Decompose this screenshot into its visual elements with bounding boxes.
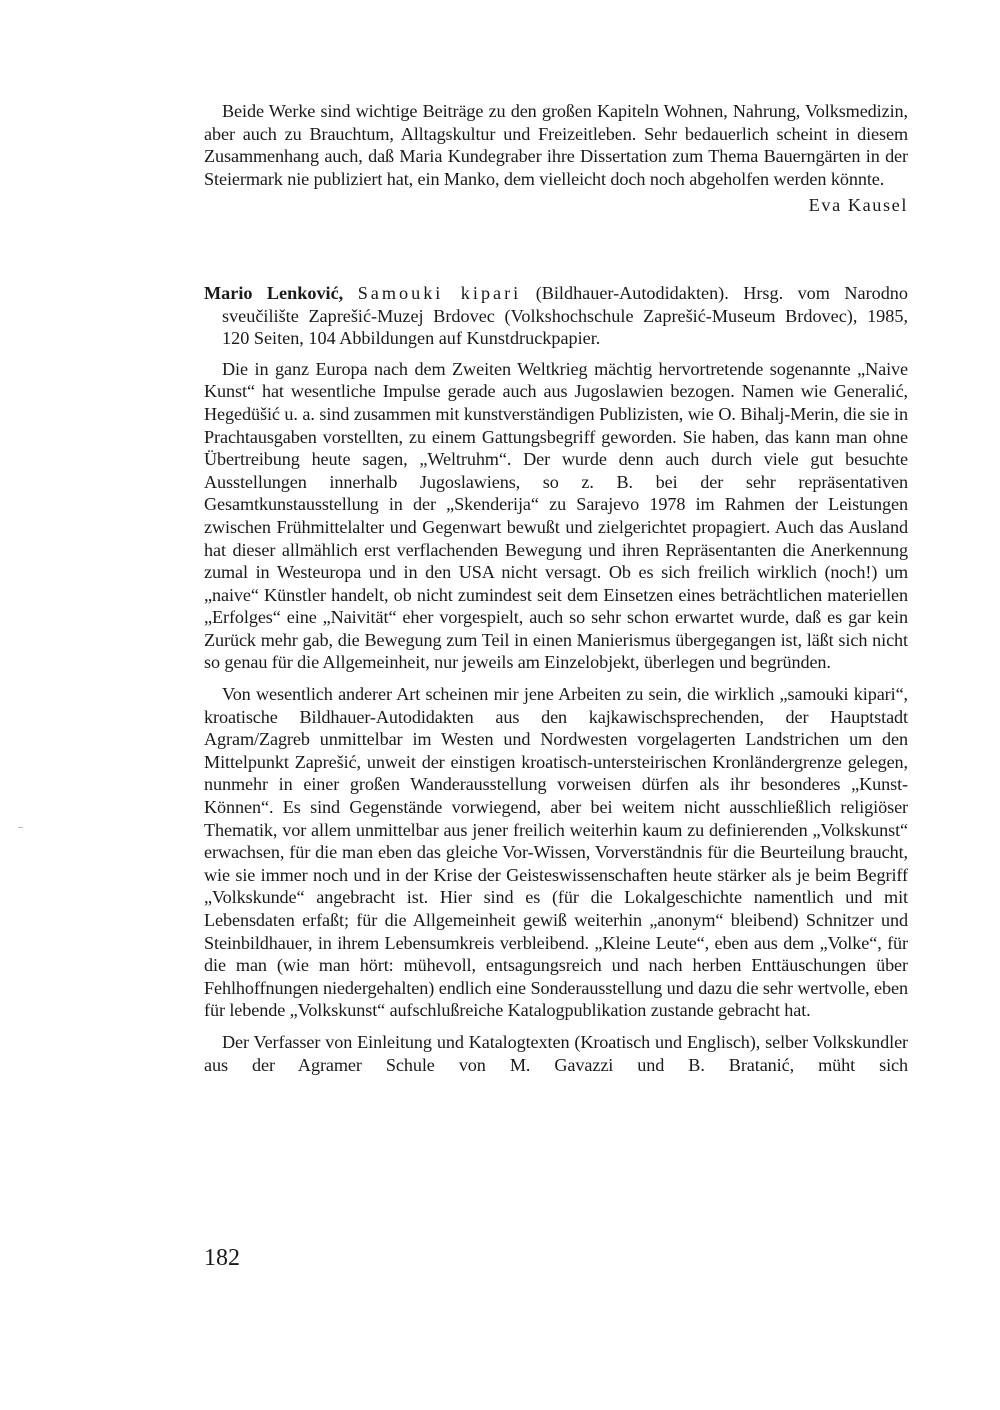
book-details: (Bildhauer-Autodidakten). Hrsg. vom Narodno sveučilište Zaprešić-Muzej Brdovec (Volkshochschule Zaprešić-Museum Brdovec), 1985, 120 Seiten, 104 Abbildungen auf Kunstdruckpapier.	[222, 282, 908, 349]
page-number: 182	[204, 1245, 240, 1271]
book-author: Mario Lenković,	[204, 282, 344, 303]
review-paragraph-2: Von wesentlich anderer Art scheinen mir jene Arbeiten zu sein, die wirklich „samouki kipari“, kroatische Bildhauer-Autodidakten aus den kajkawischsprechenden, der Hauptstadt Agram/Zagreb unmittelbar im Westen und Nordwesten vorgelagerten Landstrichen um den Mittelpunkt Zaprešić, unweit der einstigen kroatisch-untersteirischen Kronländergrenze gelegen, nunmehr in einer großen Wanderausstellung vorweisen dürfen als ihr besonderes „Kunst-Können“. Es sind Gegenstände vorwiegend, aber bei weitem nicht ausschließlich religiöser Thematik, vor allem unmittelbar aus jener freilich weiterhin kaum zu definierenden „Volkskunst“ erwachsen, für die man eben das gleiche Vor-Wissen, Vorverständnis für die Beurteilung braucht, wie sie immer noch und in der Krise der Geisteswissenschaften heute stärker als je beim Begriff „Volkskunde“ angebracht ist. Hier sind es (für die Lokalgeschichte namentlich und mit Lebensdaten erfaßt; für die Allgemeinheit gewiß weiterhin „anonym“ bleibend) Schnitzer und Steinbildhauer, in ihrem Lebensumkreis verbleibend. „Kleine Leute“, eben aus dem „Volke“, für die man (wie man hört: mühevoll, entsagungsreich und nach herben Enttäuschungen über Fehlhoffnungen niedergehalten) endlich eine Sonderausstellung und dazu die sehr wertvolle, eben für lebende „Volkskunst“ aufschlußreiche Katalogpublikation zustande gebracht hat.	[204, 684, 908, 1021]
review-paragraph-1: Die in ganz Europa nach dem Zweiten Weltkrieg mächtig hervortretende sogenannte „Naive Kunst“ hat wesentliche Impulse gerade auch aus Jugoslawien bezogen. Namen wie Generalić, Hegedüšić u. a. sind zusammen mit kunstverständigen Publizisten, wie O. Bihalj-Merin, die sie in Prachtausgaben vorstellten, zu einem Gattungsbegriff geworden. Sie haben, das kann man ohne Übertreibung heute sagen, „Weltruhm“. Der wurde denn auch durch viele gut besuchte Ausstellungen innerhalb Jugoslawiens, so z. B. bei der sehr repräsentativen Gesamtkunstausstellung in der „Skenderija“ zu Sarajevo 1978 im Rahmen der Leistungen zwischen Frühmittelalter und Gegenwart bewußt und zielgerichtet propagiert. Auch das Ausland hat dieser allmählich erst verflachenden Bewegung und ihren Repräsentanten die Anerkennung zumal in Westeuropa und in den USA nicht versagt. Ob es sich freilich wirklich (noch!) um „naive“ Künstler handelt, ob nicht zumindest seit dem Einsetzen eines beträchtlichen materiellen „Erfolges“ eine „Naivität“ eher vorgespielt, auch so sehr schon erwartet wurde, daß es gar kein Zurück mehr gab, die Bewegung zum Teil in einen Manierismus übergegangen ist, läßt sich nicht so genau für die Allgemeinheit, nur jeweils am Einzelobjekt, überlegen und begründen.	[204, 358, 908, 673]
bibliographic-entry	[204, 282, 908, 350]
margin-mark	[18, 827, 23, 828]
reviewer-signature: Eva Kausel	[808, 195, 908, 216]
page-body	[204, 100, 908, 1085]
review-paragraph-3: Der Verfasser von Einleitung und Katalogtexten (Kroatisch und Englisch), selber Volkskundler aus der Agramer Schule von M. Gavazzi und B. Bratanić, müht sich	[204, 1031, 908, 1075]
book-title: Samouki kipari	[357, 282, 522, 303]
review-body	[204, 358, 908, 1076]
previous-review-closing-paragraph: Beide Werke sind wichtige Beiträge zu den großen Kapiteln Wohnen, Nahrung, Volksmedizin, aber auch zu Brauchtum, Alltagskultur und Freizeitleben. Sehr bedauerlich scheint in diesem Zusammenhang auch, daß Maria Kundegraber ihre Dissertation zum Thema Bauerngärten in der Steiermark nie publiziert hat, ein Manko, dem vielleicht doch noch abgeholfen werden könnte.	[204, 101, 908, 189]
